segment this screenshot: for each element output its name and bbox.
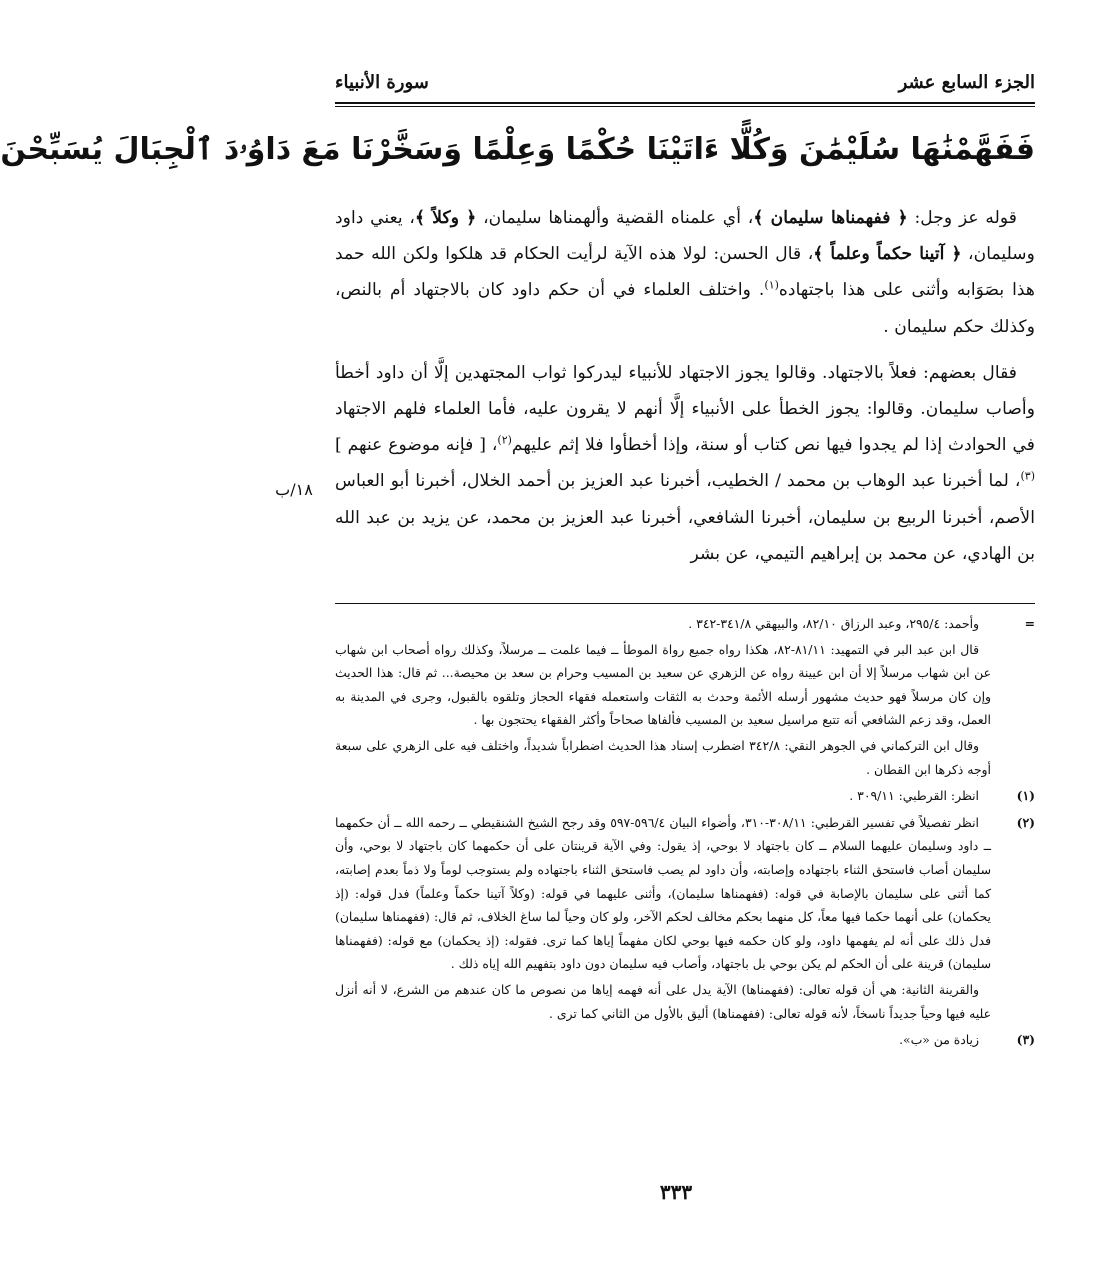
quran-quote: ﴿ ففهمناها سليمان ﴾ [753, 208, 908, 228]
quran-quote: ﴿ آتينا حكماً وعلماً ﴾ [813, 244, 962, 265]
footnote-text: انظر: القرطبي: ٣٠٩/١١ . [849, 788, 979, 804]
body-text-run: ، قال الحسن: لولا هذه الآية لرأيت الحكام قد هلكوا ولكن الله حمد هذا بصَوَابه وأثنى على هذا باجتهاده [335, 244, 1035, 301]
footnote-number: (٣) [1016, 1032, 1035, 1048]
footnote [335, 1028, 1035, 1052]
surah-title: سورة الأنبياء [335, 71, 429, 93]
footnote-text: زيادة من «ب». [899, 1032, 979, 1048]
footnote [335, 612, 1035, 781]
footnote [335, 811, 1035, 1025]
body-paragraph [335, 200, 1035, 345]
footnote-separator [335, 603, 1035, 604]
footnote-text: وقال ابن التركماني في الجوهر النقي: ٣٤٢/٨ اضطرب إسناد هذا الحديث اضطراباً شديداً، واختلف فيه على الزهري على سبعة أوجه ذكرها ابن القطان . [335, 737, 991, 777]
body-text-run: ، يعني داود وسليمان، [335, 208, 1035, 265]
footnote-number: (٢) [1016, 814, 1035, 830]
body-text-run: ، أي علمناه القضية وألهمناها سليمان، [476, 208, 754, 228]
header-rule-thin [335, 106, 1035, 107]
footnote-ref: (١) [764, 278, 779, 292]
footnote-text: والقرينة الثانية: هي أن قوله تعالى: (ففهمناها) الآية يدل على أنه فهمه إياها من نصوص ما كان عندهم من الشرع، لا أنه أنزل عليه فيها وحياً جديداً ناسخاً، لأنه قوله تعالى: (ففهمناها) أليق بالأول من الثاني كما ترى . [335, 981, 991, 1021]
body-text-run: . واختلف العلماء في أن حكم داود كان بالاجتهاد أم بالنص، وكذلك حكم سليمان . [335, 280, 1035, 337]
manuscript-folio-marker: ١٨/ب [275, 480, 313, 499]
quran-verse: فَفَهَّمْنَٰهَا سُلَيْمَٰنَ وَكُلًّا ءَاتَيْنَا حُكْمًا وَعِلْمًا وَسَخَّرْنَا مَعَ دَاوُۥدَ ٱلْجِبَالَ يُسَبِّحْنَ [0, 132, 1035, 167]
body-text-run: ، لما أخبرنا عبد الوهاب بن محمد / الخطيب، أخبرنا عبد العزيز بن أحمد الخلال، أخبرنا أبو العباس الأصم، أخبرنا الربيع بن سليمان، أخبرنا الشافعي، أخبرنا عبد العزيز بن محمد، عن يزيد بن عبد الله بن الهادي، عن محمد بن إبراهيم التيمي، عن بشر [335, 471, 1035, 564]
footnote-number: (١) [1016, 788, 1035, 804]
page-number: ٣٣٣ [659, 1180, 693, 1204]
body-text-run: فقال بعضهم: فعلاً بالاجتهاد. وقالوا يجوز الاجتهاد للأنبياء ليدركوا ثواب المجتهدين إلَّا أن داود أخطأ وأصاب سليمان. وقالوا: يجوز الخطأ على الأنبياء إلَّا أنهم لا يقرون عليه، فأما العلماء فلهم الاجتهاد في الحوادث إذا لم يجدوا فيها نص كتاب أو سنة، وإذا أخطأوا فلا إثم عليهم [335, 362, 1035, 456]
quran-quote: ﴿ وكلاً ﴾ [414, 208, 477, 228]
footnote-ref: (٣) [1020, 469, 1035, 483]
footnote-text: قال ابن عبد البر في التمهيد: ٨١/١١-٨٢، هكذا رواه جميع رواة الموطأ ــ فيما علمت ــ مرسلاً، وكذلك رواه أصحاب ابن شهاب عن ابن شهاب مرسلاً إلا أن ابن عيينة رواه عن الزهري عن سعيد بن المسيب وحرام بن سعد بن محيصة... ثم قال: هذا الحديث وإن كان مرسلاً فهو حديث مشهور أرسله الأئمة وحدث به الثقات واستعمله فقهاء الحجاز وتلقوه بالقبول، وجرى في المدينة به العمل، وقد زعم الشافعي أنه تتبع مراسيل سعيد بن المسيب فألفاها صحاحاً وأكثر الفقهاء يحتجون بها . [335, 641, 992, 728]
body-text-run: قوله عز وجل: [907, 208, 1017, 228]
footnote-text: وأحمد: ٢٩٥/٤، وعبد الرزاق ٨٢/١٠، والبيهقي ٣٤١/٨-٣٤٢ . [688, 616, 979, 631]
running-header [335, 66, 1035, 98]
body-paragraph [335, 355, 1035, 572]
body-text-run: ، [ فإنه موضوع عنهم ] [335, 435, 498, 456]
footnote-text: انظر تفصيلاً في تفسير القرطبي: ٣٠٨/١١-٣١٠، وأضواء البيان ٥٩٦/٤-٥٩٧ وقد رجح الشيخ الشنقيطي ــ رحمه الله ــ أن حكمهما ــ داود وسليمان عليهما السلام ــ كان باجتهاد لا بوحي، إذ يقول: وفي الآية قرينتان على أن حكمهما كان باجتهاد لا بوحي، وأن سليمان أصاب فاستحق الثناء باجتهاده وإصابته، وأن داود لم يصب فاستحق الثناء باجتهاده ولم يستوجب لوماً ولا ذماً بعدم إصابته، كما أثنى على سليمان بالإصابة في قوله: (ففهمناها سليمان)، وأثنى عليهما في قوله: (وكلاً آتينا حكماً وعلماً) فدل قوله: (إذ يحكمان) على أنهما حكما فيها معاً، كل منهما بحكم مخالف لحكم الآخر، ولو كان وحياً لما ساغ الخلاف، ثم قال: (ففهمناها سليمان) فدل ذلك على أنه لم يفهمها داود، ولو كان حكمه فيها بوحي لكان مفهماً إياها كما ترى. فقوله: (إذ يحكمان) مع قوله: (ففهمناها سليمان) قرينة على أن الحكم لم يكن بوحي بل باجتهاد، وأصاب فيه سليمان دون داود بتفهيم الله إياه ذلك . [335, 814, 991, 972]
footnote-number: = [1024, 616, 1035, 631]
juz-title: الجزء السابع عشر [898, 71, 1035, 93]
main-text [335, 200, 1035, 572]
header-rule [335, 102, 1035, 104]
footnote-ref: (٢) [497, 433, 512, 447]
footnote [335, 784, 1035, 808]
footnotes [335, 612, 1035, 1052]
